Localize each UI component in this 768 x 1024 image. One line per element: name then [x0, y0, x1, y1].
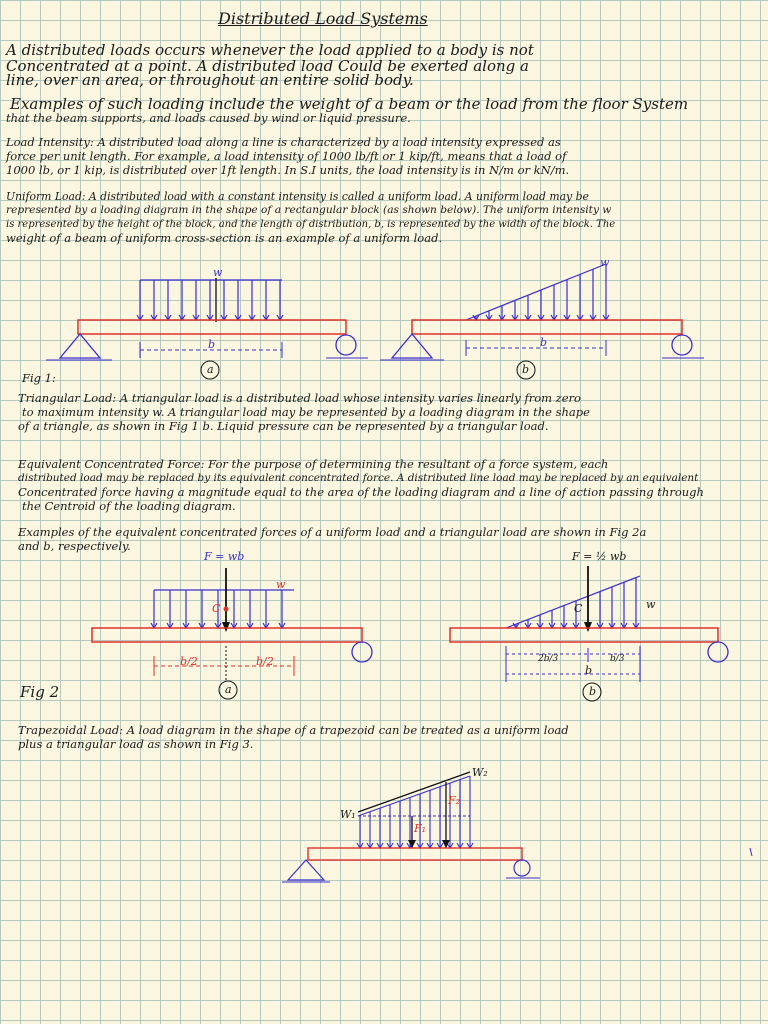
- fig1a-w-label: w: [213, 266, 223, 279]
- fig1a-circle-label: a: [207, 363, 214, 376]
- uniform-load-line-4: weight of a beam of uniform cross-section is an example of a uniform load.: [6, 231, 443, 245]
- fig2a-half2-label: b/2: [256, 655, 274, 668]
- equivalent-line-3: Concentrated force having a magnitude equal to the area of the loading diagram and a line of action passing through: [18, 485, 704, 499]
- fig2a-circle-label: a: [225, 683, 232, 696]
- uniform-load-line-3: is represented by the height of the block, and the length of distribution, b, is represented by the width of the block. The: [6, 219, 616, 230]
- triangular-line-3: of a triangle, as shown in Fig 1 b. Liquid pressure can be represented by a triangular load.: [18, 419, 549, 433]
- fig2-caption: Fig 2: [20, 683, 60, 701]
- fig2b-circle-label: b: [589, 685, 597, 698]
- fig1b-circle-label: b: [522, 363, 530, 376]
- fig2b-w-label: w: [646, 598, 656, 611]
- fig2b-force-label: F = ½ wb: [572, 550, 627, 563]
- intro-line-2: Concentrated at a point. A distributed load Could be exerted along a: [6, 57, 529, 75]
- fig2a-centroid-label: C: [212, 602, 221, 615]
- fig1b-b-label: b: [540, 336, 548, 349]
- fig2a-w-label: w: [276, 578, 286, 591]
- fig1a-b-label: b: [208, 338, 216, 351]
- intro-line-3: line, over an area, or throughout an entire solid body.: [6, 71, 414, 89]
- fig3-f1-label: F₁: [414, 822, 427, 835]
- triangular-line-1: Triangular Load: A triangular load is a distributed load whose intensity varies linearly from zero: [18, 391, 581, 405]
- intro-line-1: A distributed loads occurs whenever the load applied to a body is not: [6, 41, 534, 59]
- equivalent-line-4: the Centroid of the loading diagram.: [22, 499, 236, 513]
- load-intensity-line-3: 1000 lb, or 1 kip, is distributed over 1ft length. In S.I units, the load intensity is in N/m or kN/m.: [6, 163, 570, 177]
- fig1b-w-label: w: [600, 256, 610, 269]
- page-title: Distributed Load Systems: [218, 9, 428, 28]
- examples2-line-1: Examples of the equivalent concentrated forces of a uniform load and a triangular load are shown in Fig 2a: [18, 525, 647, 539]
- triangular-line-2: to maximum intensity w. A triangular load may be represented by a loading diagram in the shape: [22, 405, 590, 419]
- load-intensity-line-1: Load Intensity: A distributed load along a line is characterized by a load intensity expressed as: [6, 135, 561, 149]
- fig2a-force-label: F = wb: [204, 550, 245, 563]
- fig3-w2-label: W₂: [472, 766, 488, 779]
- equivalent-line-1: Equivalent Concentrated Force: For the purpose of determining the resultant of a force system, each: [18, 457, 609, 471]
- trapezoidal-line-1: Trapezoidal Load: A load diagram in the shape of a trapezoid can be treated as a uniform load: [18, 723, 569, 737]
- fig3-w1-label: W₁: [340, 808, 356, 821]
- examples2-line-2: and b, respectively.: [18, 539, 131, 553]
- equivalent-line-2: distributed load may be replaced by its equivalent concentrated force. A distributed line load may be replaced by an equivalent: [18, 472, 699, 484]
- fig2b-2b3-label: 2b/3: [538, 654, 559, 664]
- trapezoidal-line-2: plus a triangular load as shown in Fig 3.: [18, 737, 254, 751]
- fig1-caption: Fig 1:: [22, 371, 56, 385]
- examples-line-2: that the beam supports, and loads caused by wind or liquid pressure.: [6, 111, 411, 125]
- fig2a-half1-label: b/2: [180, 655, 198, 668]
- fig3-f2-label: F₂: [448, 794, 461, 807]
- uniform-load-line-2: represented by a loading diagram in the shape of a rectangular block (as shown below). The uniform intensity w: [6, 204, 612, 216]
- load-intensity-line-2: force per unit length. For example, a load intensity of 1000 lb/ft or 1 kip/ft, means that a load of: [6, 149, 567, 163]
- fig2b-centroid-label: C: [574, 602, 583, 615]
- fig2b-b3-label: b/3: [610, 654, 625, 664]
- examples-line-1: Examples of such loading include the weight of a beam or the load from the floor System: [10, 95, 689, 113]
- uniform-load-line-1: Uniform Load: A distributed load with a constant intensity is called a uniform load. A uniform load may be: [6, 190, 589, 203]
- fig2b-b-label: b: [585, 664, 593, 677]
